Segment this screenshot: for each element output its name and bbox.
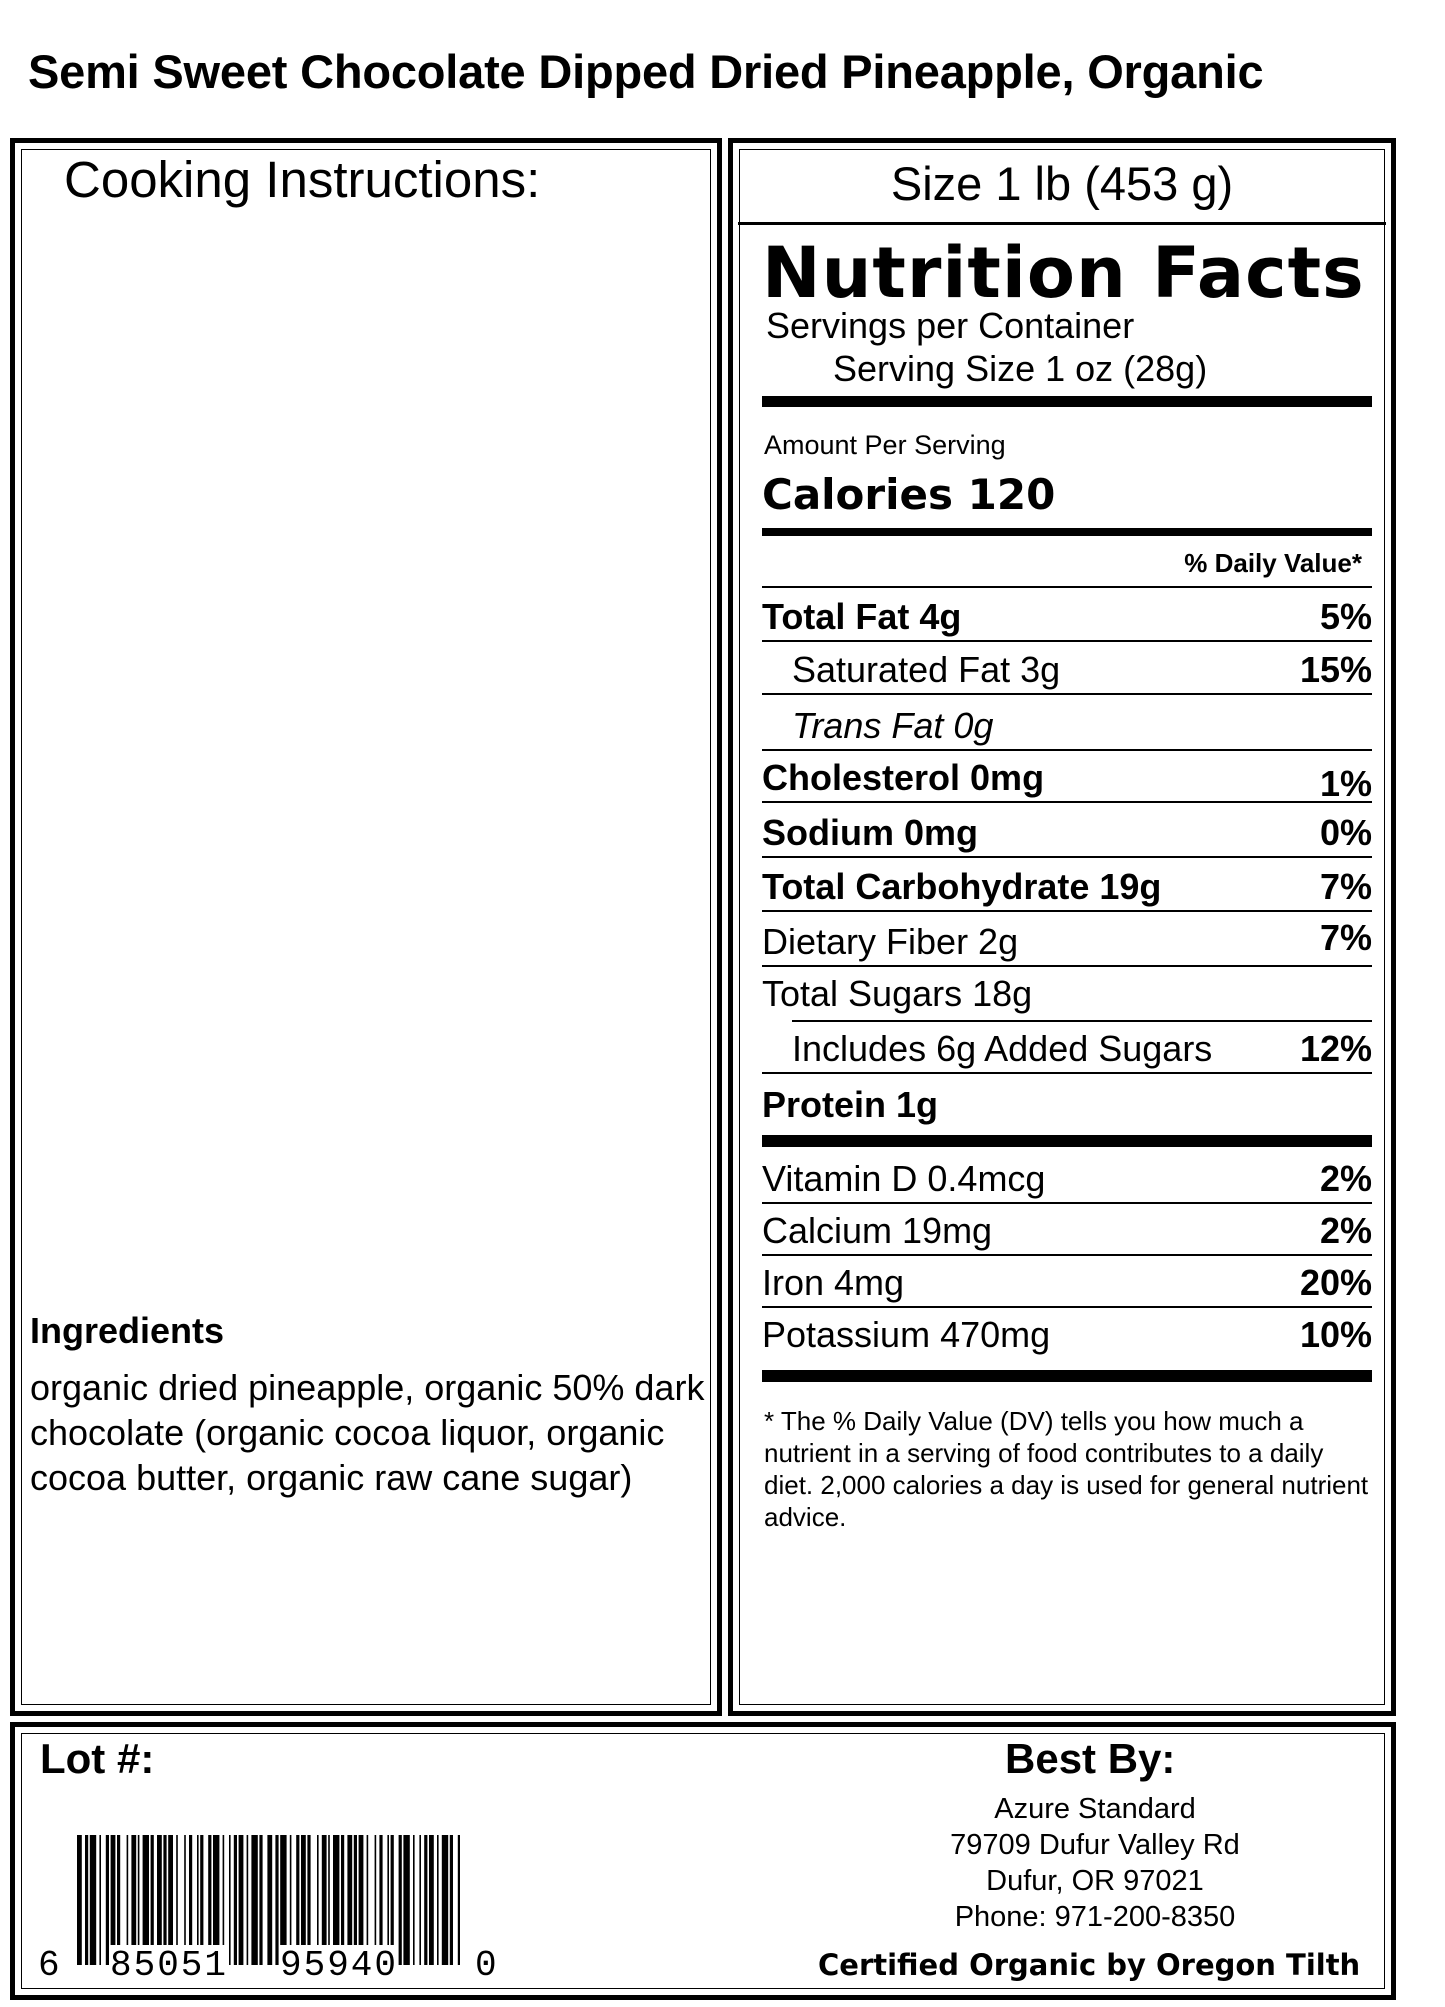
nutrient-label: Trans Fat 0g <box>792 705 994 746</box>
nutrient-label: Total Sugars 18g <box>762 973 1033 1014</box>
barcode-bar <box>267 1835 272 1965</box>
barcode-bar <box>399 1835 402 1965</box>
calories: Calories 120 <box>762 470 1056 519</box>
thin-rule <box>762 586 1372 588</box>
nutrient-label: Calcium 19mg <box>762 1210 993 1251</box>
barcode-bar <box>90 1835 96 1965</box>
cooking-instructions-label: Cooking Instructions: <box>64 151 541 208</box>
nutrient-dv: 20% <box>1299 1262 1372 1303</box>
nutrient-dv: 0% <box>1319 812 1372 853</box>
nutrient-dv: 12% <box>1299 1028 1372 1069</box>
nutrient-row-total-fat <box>762 590 1372 642</box>
nutrient-dv: 2% <box>1319 1158 1372 1199</box>
nutrient-row-protein <box>762 1078 1372 1128</box>
nutrient-label: Potassium 470mg <box>762 1314 1051 1355</box>
nutrient-row-total-sugars <box>762 967 1372 1017</box>
nutrient-row-sodium <box>762 806 1372 858</box>
barcode-right-digits: 95940 <box>280 1945 399 1986</box>
nutrient-dv: 1% <box>1319 763 1372 804</box>
barcode-bar <box>424 1835 427 1965</box>
servings-per-container: Servings per Container <box>766 305 1135 346</box>
barcode-bar <box>239 1835 244 1965</box>
company-city: Dufur, OR 97021 <box>986 1865 1204 1897</box>
barcode-bar <box>275 1835 278 1965</box>
nutrient-row-added-sugars <box>762 1022 1372 1074</box>
package-size: Size 1 lb (453 g) <box>890 157 1234 210</box>
ingredients-text: organic dried pineapple, organic 50% dark chocolate (organic cocoa liquor, organic cocoa butter, organic raw cane sugar) <box>30 1367 705 1498</box>
barcode-bar <box>259 1835 262 1965</box>
nutrient-label: Sodium 0mg <box>762 812 979 853</box>
nutrient-label: Cholesterol 0mg <box>762 757 1045 798</box>
barcode-bar <box>229 1835 231 1965</box>
nutrient-dv: 15% <box>1299 649 1372 690</box>
barcode-bar <box>442 1835 448 1965</box>
barcode-bar <box>458 1835 460 1965</box>
barcode-bar <box>450 1835 453 1965</box>
barcode-bar <box>234 1835 237 1965</box>
nutrient-row-calcium <box>762 1204 1372 1256</box>
nutrient-row-potassium <box>762 1308 1372 1358</box>
nutrient-row-vitamin-d <box>762 1152 1372 1204</box>
daily-value-header: % Daily Value* <box>1184 548 1362 578</box>
nutrient-label: Dietary Fiber 2g <box>762 921 1019 962</box>
thick-rule <box>762 1370 1372 1382</box>
nutrient-label: Protein 1g <box>762 1084 939 1125</box>
nutrient-dv: 2% <box>1319 1210 1372 1251</box>
nutrient-label: Saturated Fat 3g <box>792 649 1061 690</box>
barcode-bar <box>429 1835 434 1965</box>
barcode-bar <box>419 1835 421 1965</box>
product-title: Semi Sweet Chocolate Dipped Dried Pineapple, Organic <box>28 45 1264 98</box>
barcode-bar <box>251 1835 257 1965</box>
barcode-bar <box>413 1835 415 1965</box>
nutrient-label: Total Fat 4g <box>762 596 962 637</box>
company-street: 79709 Dufur Valley Rd <box>950 1829 1240 1861</box>
amount-per-serving: Amount Per Serving <box>764 430 1006 460</box>
barcode-bar <box>106 1835 109 1965</box>
nutrient-dv: 10% <box>1299 1314 1372 1355</box>
nutrient-row-iron <box>762 1256 1372 1308</box>
package-size-box <box>738 150 1386 225</box>
nutrient-row-saturated-fat <box>762 643 1372 695</box>
company-phone: Phone: 971-200-8350 <box>954 1901 1236 1933</box>
barcode-bar <box>437 1835 439 1965</box>
barcode-first-digit: 6 <box>38 1945 60 1986</box>
daily-value-footnote: * The % Daily Value (DV) tells you how much a nutrient in a serving of food contributes to a daily diet. 2,000 calories a day is used for general nutrient advice. <box>764 1406 1369 1532</box>
nutrient-row-dietary-fiber <box>762 915 1372 967</box>
thick-rule <box>762 1135 1372 1147</box>
nutrient-label: Iron 4mg <box>762 1262 905 1303</box>
barcode-bar <box>99 1835 101 1965</box>
nutrient-dv: 5% <box>1319 596 1372 637</box>
thick-rule <box>762 396 1372 407</box>
barcode-left-digits: 85051 <box>110 1945 229 1986</box>
nutrient-label: Total Carbohydrate 19g <box>762 866 1162 907</box>
nutrient-label: Includes 6g Added Sugars <box>792 1028 1213 1069</box>
ingredients-heading: Ingredients <box>30 1310 225 1351</box>
barcode-last-digit: 0 <box>475 1945 497 1986</box>
best-by-label: Best By: <box>1005 1735 1176 1782</box>
organic-certification: Certified Organic by Oregon Tilth <box>818 1948 1361 1982</box>
barcode-bar <box>77 1835 82 1965</box>
lot-number-label: Lot #: <box>40 1735 155 1782</box>
nutrient-row-total-carbohydrate <box>762 860 1372 912</box>
nutrient-dv: 7% <box>1319 866 1372 907</box>
barcode-bar <box>85 1835 88 1965</box>
barcode-bar <box>403 1835 409 1965</box>
serving-size: Serving Size 1 oz (28g) <box>833 348 1208 389</box>
nutrition-facts-title: Nutrition Facts <box>762 232 1365 314</box>
nutrient-row-trans-fat <box>762 699 1372 751</box>
nutrient-row-cholesterol <box>762 751 1372 803</box>
nutrient-label: Vitamin D 0.4mcg <box>762 1158 1046 1199</box>
nutrient-dv: 7% <box>1319 917 1372 958</box>
medium-rule <box>762 528 1372 536</box>
barcode-bar <box>247 1835 249 1965</box>
company-name: Azure Standard <box>994 1793 1196 1825</box>
